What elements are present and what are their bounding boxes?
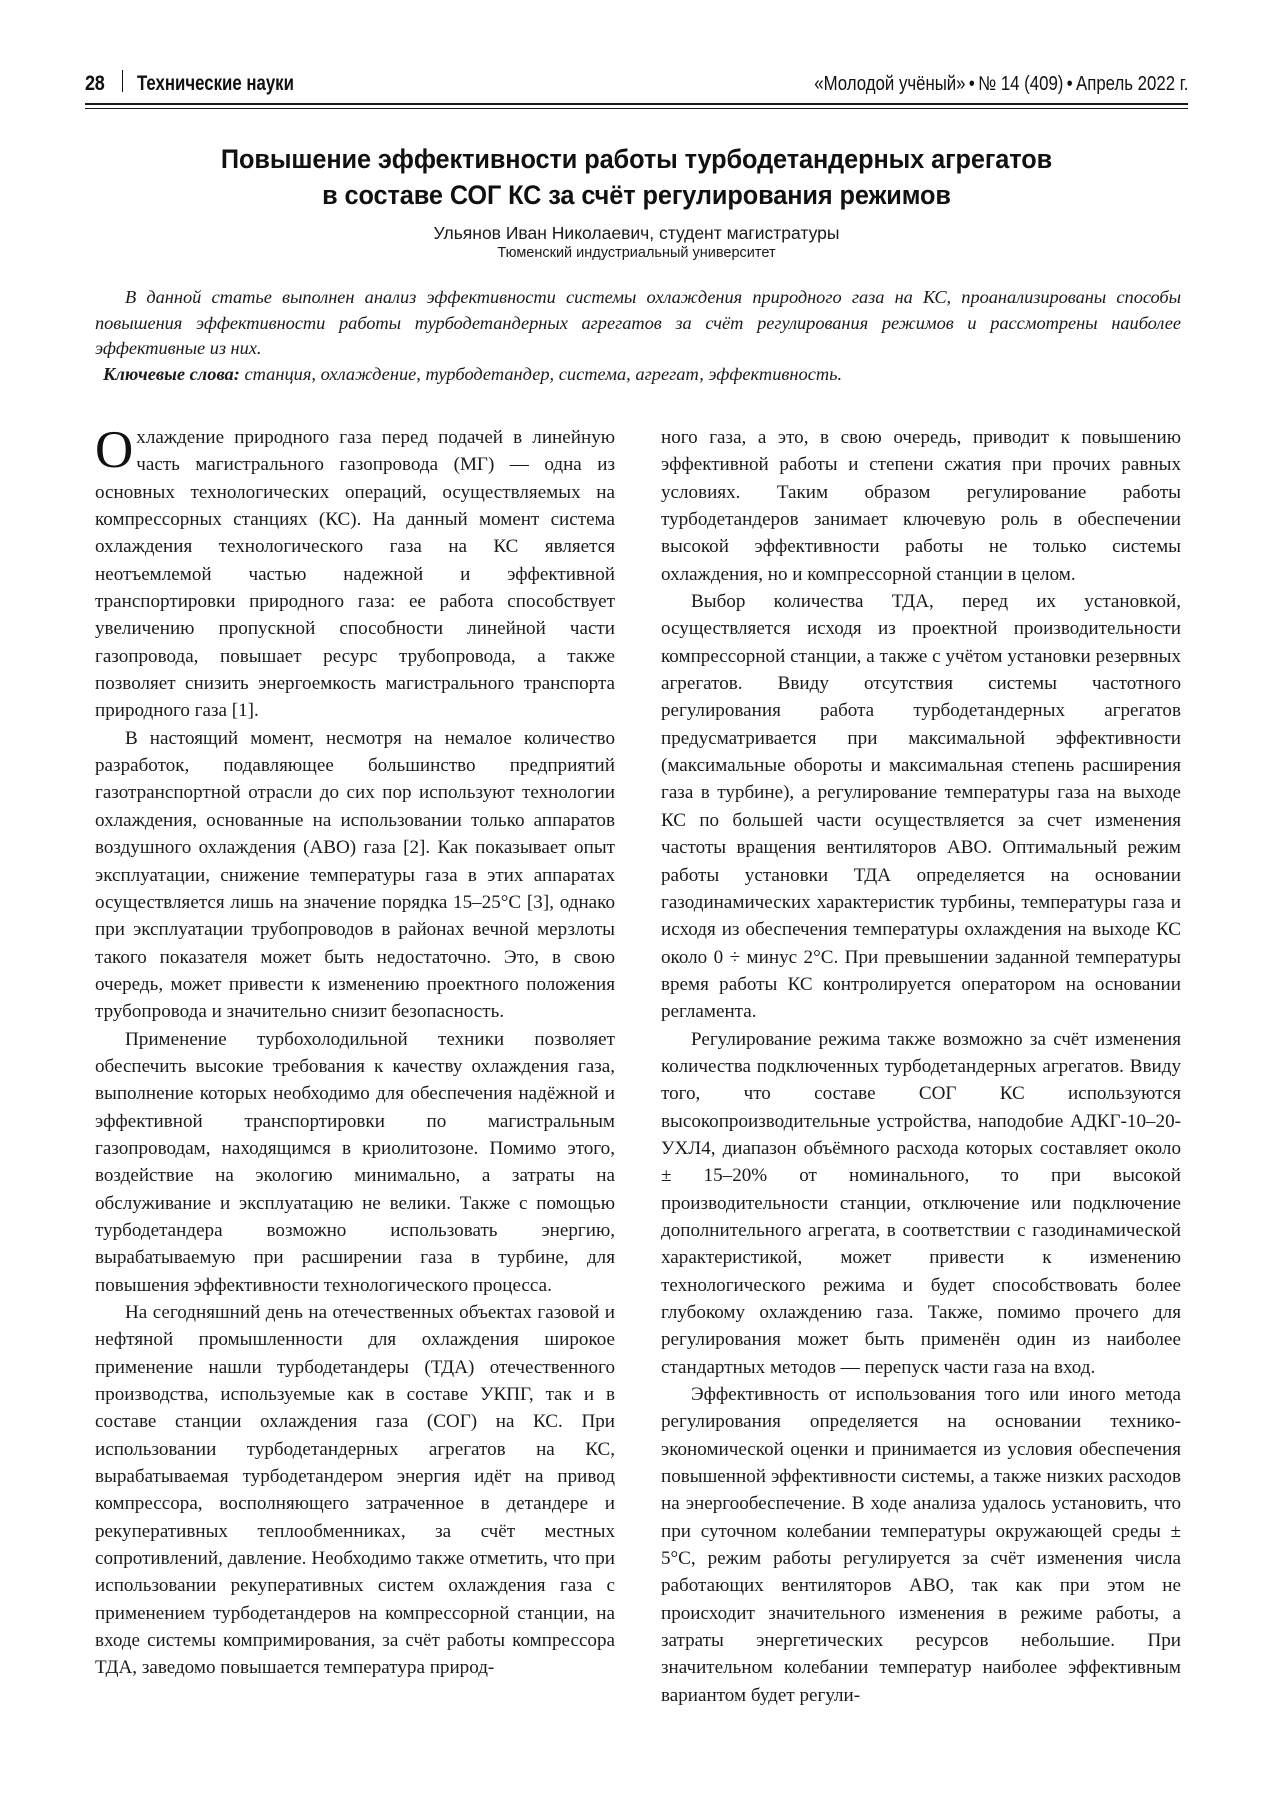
paragraph-text: хлаждение природного газа перед подачей в линейную часть магистрального газопровода (МГ) — одна из основных технологических операций, осуществляемых на компрессорных станциях (КС). На данный момент система охлаждения технологического газа на КС является неотъемлемой частью надежной и эффективной транспортировки природного газа: ее работа способствует увеличению пропускной способности линейной части газопровода, повышает ресурс трубопровода, а также позволяет снизить энергоемкость магистрального транспорта природного газа [1].	[95, 427, 615, 722]
article-affiliation: Тюменский индустриальный университет	[497, 245, 776, 261]
journal-info	[814, 73, 1188, 96]
header-rule-thick	[85, 103, 1188, 105]
article-keywords	[95, 362, 1181, 388]
article-title-line-2: в составе СОГ КС за счёт регулирования режимов	[322, 180, 951, 210]
paragraph: На сегодняшний день на отечественных объектах газовой и нефтяной промышленности для охлаждения широкое применение нашли турбодетандеры (ТДА) отечественного производства, используемые как в составе УКПГ, так и в составе станции охлаждения газа (СОГ) на КС. При использовании турбодетандерных агрегатов на КС, вырабатываемая турбодетандером энергия идёт на привод компрессора, восполняющего затраченное в детандере и рекуперативных теплообменниках, за счёт местных сопротивлений, давление. Необходимо также отметить, что при использовании рекуперативных систем охлаждения газа с применением турбодетандеров на компрессорной станции, на входе системы компримирования, за счёт работы компрессора ТДА, заведомо повышается температура природ-	[95, 1302, 615, 1679]
section-name: Технические науки	[136, 72, 294, 95]
article-title-line-1: Повышение эффективности работы турбодетандерных агрегатов	[220, 144, 1053, 174]
journal-separator-2: •	[1066, 73, 1073, 95]
article-body	[95, 421, 1181, 1764]
paragraph: Регулирование режима также возможно за счёт изменения количества подключенных турбодетандерных агрегатов. Ввиду того, что составе СОГ КС используются высокопроизводительные устройства, наподобие АДКГ-10–20-УХЛ4, диапазон объёмного расхода которых составляет около ± 15–20% от номинального, то при высокой производительности станции, отключение или подключение дополнительного агрегата, в соответствии с газодинамической характеристикой, может привести к изменению технологического режима и будет способствовать более глубокому охлаждению газа. Также, помимо прочего для регулирования может быть применён один из наиболее стандартных методов — перепуск части газа на вход.	[661, 1028, 1181, 1378]
article-title	[140, 141, 1133, 213]
running-head	[85, 62, 1188, 96]
paragraph: Эффективность от использования того или иного метода регулирования определяется на основании технико-экономической оценки и принимается из условия обеспечения повышенной эффективности системы, а также низких расходов на энергообеспечение. В ходе анализа удалось установить, что при суточном колебании температуры окружающей среды ± 5°С, режим работы регулируется за счёт изменения числа работающих вентиляторов АВО, так как при этом не происходит значительного изменения в режиме работы, а затраты энергетических ресурсов небольшие. При значительном колебании температур наиболее эффективным вариантом будет регули-	[661, 1384, 1181, 1706]
article-author: Ульянов Иван Николаевич, студент магистратуры	[433, 223, 840, 243]
paragraph	[95, 421, 615, 725]
body-column-left	[95, 421, 615, 1764]
header-divider	[85, 103, 1188, 109]
journal-separator-1: •	[968, 73, 975, 95]
journal-date-suffix: г.	[1179, 73, 1188, 95]
paragraph: В настоящий момент, несмотря на немалое количество разработок, подавляющее большинство предприятий газотранспортной отрасли до сих пор используют технологии охлаждения, основанные на использовании только аппаратов воздушного охлаждения (АВО) газа [2]. Как показывает опыт эксплуатации, снижение температуры газа в этих аппаратах осуществляется лишь на значение порядка 15–25°С [3], однако при эксплуатации трубопроводов в районах вечной мерзлоты такого показателя может быть недостаточно. Это, в свою очередь, может привести к изменению проектного положения трубопровода и значительно снизит безопасность.	[95, 727, 615, 1023]
body-column-right	[661, 424, 1181, 1764]
drop-cap: О	[95, 421, 134, 479]
paragraph: ного газа, а это, в свою очередь, приводит к повышению эффективной работы и степени сжатия при прочих равных условиях. Таким образом регулирование работы турбодетандеров занимает ключевую роль в обеспечении высокой эффективности работы не только системы охлаждения, но и компрессорной станции в целом.	[661, 427, 1181, 585]
journal-issue: № 14 (409)	[977, 73, 1063, 95]
article-abstract: В данной статье выполнен анализ эффективности системы охлаждения природного газа на КС, проанализированы способы повышения эффективности работы турбодетандерных агрегатов за счёт регулирования режимов и рассмотрены наиболее эффективные из них.	[95, 287, 1181, 358]
page-number: 28	[85, 72, 105, 95]
paragraph: Выбор количества ТДА, перед их установкой, осуществляется исходя из проектной производительности компрессорной станции, а также с учётом установки резервных агрегатов. Ввиду отсутствия системы частотного регулирования работа турбодетандерных агрегатов предусматривается при максимальной эффективности (максимальные обороты и максимальная степень расширения газа в турбине), а регулирование температуры газа на выходе КС по большей части осуществляется за счет изменения частоты вращения вентиляторов АВО. Оптимальный режим работы установки ТДА определяется на основании газодинамических характеристик турбины, температуры газа и исходя из обеспечения температуры охлаждения на выходе КС около 0 ÷ минус 2°С. При превышении заданной температуры время работы КС контролируется оператором на основании регламента.	[661, 591, 1181, 1023]
running-head-divider	[122, 70, 123, 92]
journal-date: Апрель 2022	[1075, 73, 1175, 95]
header-rule-thin	[85, 108, 1188, 109]
journal-title: «Молодой учёный»	[813, 73, 966, 95]
paragraph: Применение турбохолодильной техники позволяет обеспечить высокие требования к качеству охлаждения газа, выполнение которых необходимо для обеспечения надёжной и эффективной транспортировки по магистральным газопроводам, находящимся в криолитозоне. Помимо этого, воздействие на экологию минимально, а затраты на обслуживание и эксплуатацию не велики. Также с помощью турбодетандера возможно использовать энергию, вырабатываемую при расширении газа в турбине, для повышения эффективности технологического процесса.	[95, 1028, 615, 1296]
keywords-list: станция, охлаждение, турбодетандер, система, агрегат, эффективность.	[244, 364, 843, 384]
running-head-left	[85, 68, 333, 96]
keywords-label: Ключевые слова:	[103, 364, 240, 384]
